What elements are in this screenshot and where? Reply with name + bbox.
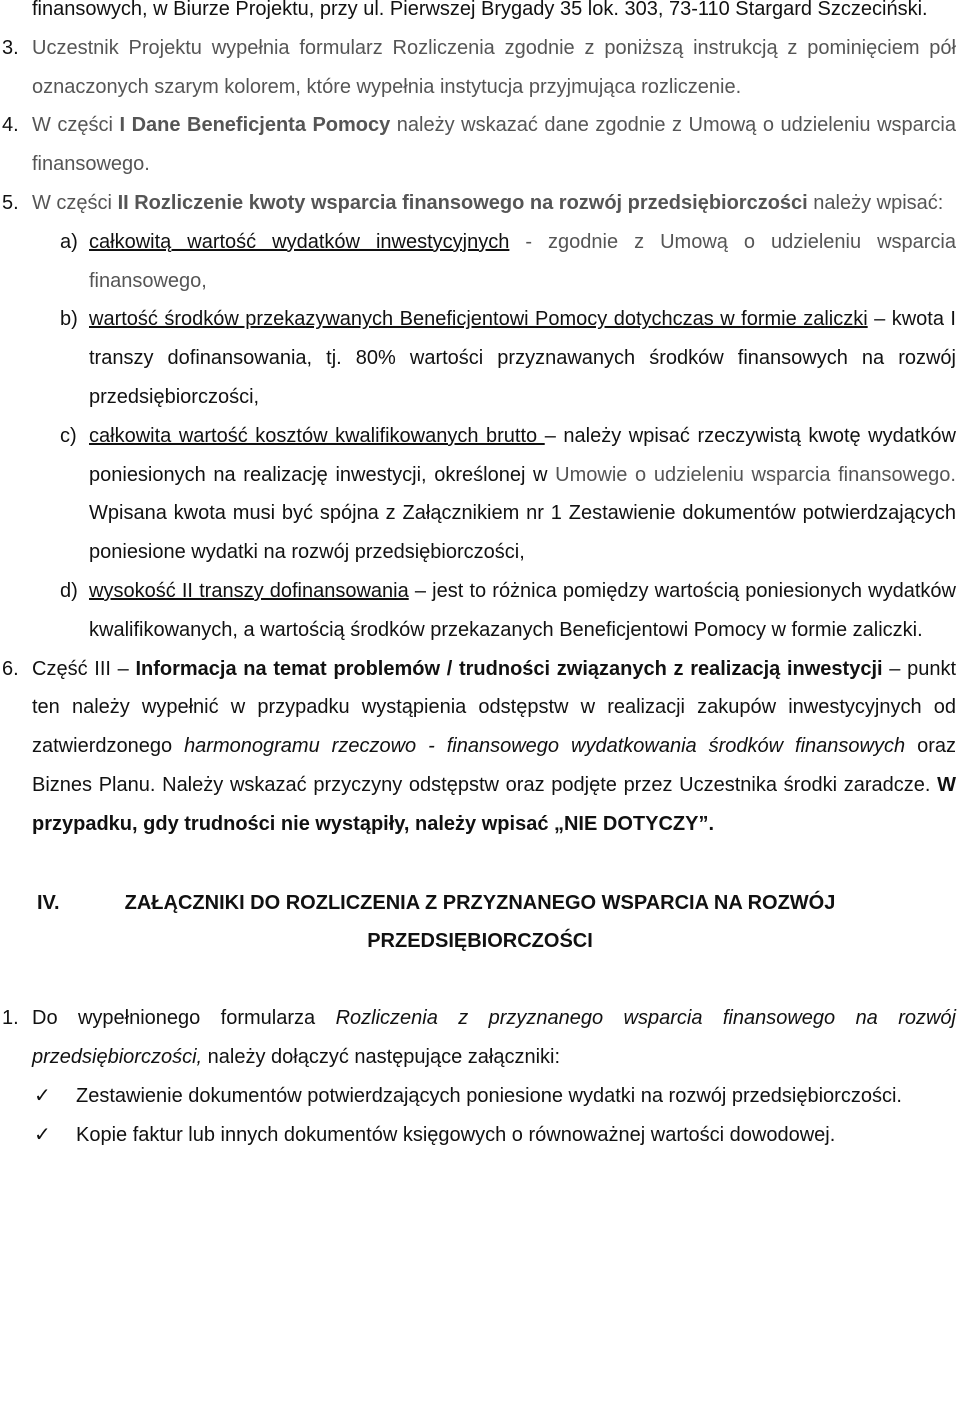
checkmark-icon: ✓ — [34, 1084, 51, 1107]
paragraph-number: 6. — [2, 657, 19, 680]
list-text: – należy wpisać rzeczywistą kwotę wydatków poniesionych na realizację inwestycji, określonej w — [89, 424, 956, 486]
paragraph-text: Uczestnik Projektu wypełnia formularz Rozliczenia zgodnie z poniższą instrukcją z pominięciem pół oznaczonych szarym kolorem, które wypełnia instytucja przyjmująca rozliczenie. — [32, 36, 956, 98]
paragraph-italic-part: Rozliczenia z przyznanego wsparcia finansowego na rozwój przedsiębiorczości, — [32, 1007, 957, 1068]
list-underlined-text: całkowita wartość kosztów kwalifikowanych brutto — [89, 424, 545, 447]
attachment-item — [0, 1077, 960, 1116]
list-text: Wpisana kwota musi być spójna z Załącznikiem nr 1 Zestawienie dokumentów potwierdzających poniesione wydatki na rozwój przedsiębiorczości, — [89, 502, 956, 564]
intro-text: finansowych, w Biurze Projektu, przy ul. Pierwszej Brygady 35 lok. 303, 73-110 Stargard Szczeciński. — [32, 0, 928, 20]
intro-paragraph — [0, 0, 960, 29]
paragraph-6 — [0, 650, 960, 844]
list-text-grey: Umowie o udzieleniu wsparcia finansowego. — [555, 463, 956, 486]
paragraph-text-part: należy wskazać dane zgodnie z Umową o udzieleniu wsparcia finansowego. — [32, 114, 956, 176]
paragraph-text-part: W części — [32, 191, 118, 214]
section-number: IV. — [37, 891, 60, 914]
paragraph-3 — [0, 29, 960, 107]
paragraph-italic-part: harmonogramu rzeczowo - finansowego wydatkowania środków finansowych — [184, 735, 906, 758]
paragraph-text-part: oraz Biznes Planu. Należy wskazać przyczyny odstępstw oraz podjęte przez Uczestnika środki zaradcze. — [32, 735, 956, 796]
paragraph-bold-part: I Dane Beneficjenta Pomocy — [119, 114, 391, 137]
list-underlined-text: wartość środków przekazywanych Beneficjentowi Pomocy dotychczas w formie zaliczki — [89, 308, 868, 331]
paragraph-bold-part: W przypadku, gdy trudności nie wystąpiły, należy wpisać „NIE DOTYCZY”. — [32, 773, 956, 835]
list-text: - zgodnie z Umową o udzieleniu wsparcia finansowego, — [89, 230, 956, 292]
paragraph-number: 5. — [2, 191, 19, 214]
paragraph-4 — [0, 106, 960, 184]
paragraph-text-part: należy wpisać: — [807, 191, 944, 214]
list-item-a — [0, 223, 960, 301]
attachment-item — [0, 1116, 960, 1155]
paragraph-number: 4. — [2, 114, 19, 137]
paragraph-5 — [0, 184, 960, 223]
list-item-b — [0, 300, 960, 416]
list-text: – jest to różnica pomiędzy wartością poniesionych wydatków kwalifikowanych, a wartością środków przekazanych Beneficjentowi Pomocy w formie zaliczki. — [89, 579, 956, 641]
section-heading — [0, 884, 960, 962]
paragraph-attachments — [0, 999, 960, 1077]
paragraph-text-part: Część III – — [32, 657, 136, 680]
paragraph-number: 3. — [2, 36, 19, 59]
paragraph-bold-part: II Rozliczenie kwoty wsparcia finansowego na rozwój przedsiębiorczości — [117, 191, 808, 214]
paragraph-bold-part: Informacja na temat problemów / trudności związanych z realizacją inwestycji — [135, 657, 883, 680]
list-item-c — [0, 417, 960, 572]
list-label: b) — [60, 308, 78, 331]
paragraph-text-part: W części — [32, 114, 120, 137]
section-title: ZAŁĄCZNIKI DO ROZLICZENIA Z PRZYZNANEGO WSPARCIA NA ROZWÓJ PRZEDSIĘBIORCZOŚCI — [124, 891, 836, 953]
list-underlined-text: wysokość II transzy dofinansowania — [89, 579, 409, 602]
checkmark-icon: ✓ — [34, 1123, 51, 1146]
paragraph-text-part: – punkt ten należy wypełnić w przypadku wystąpienia odstępstw w realizacji zakupów inwestycyjnych od zatwierdzonego — [32, 657, 957, 758]
list-item-d — [0, 572, 960, 650]
attachment-text: Zestawienie dokumentów potwierdzających poniesione wydatki na rozwój przedsiębiorczości. — [76, 1084, 902, 1107]
list-label: d) — [60, 579, 78, 602]
paragraph-text-part: należy dołączyć następujące załączniki: — [202, 1045, 561, 1068]
list-underlined-text: całkowitą wartość wydatków inwestycyjnych — [89, 230, 510, 253]
spacer — [0, 844, 960, 884]
spacer — [0, 961, 960, 999]
paragraph-text-part: Do wypełnionego formularza — [32, 1007, 336, 1030]
attachment-text: Kopie faktur lub innych dokumentów księgowych o równoważnej wartości dowodowej. — [76, 1123, 836, 1146]
list-text: – kwota I transzy dofinansowania, tj. 80% wartości przyznawanych środków finansowych na rozwój przedsiębiorczości, — [89, 308, 956, 408]
list-label: c) — [60, 424, 77, 447]
list-label: a) — [60, 230, 78, 253]
paragraph-number: 1. — [2, 1007, 19, 1030]
